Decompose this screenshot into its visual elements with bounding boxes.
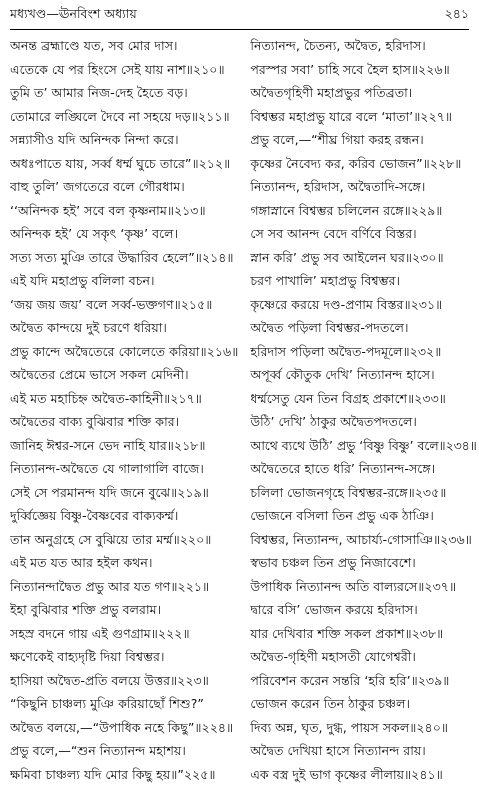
verse-line: অদ্বৈতের প্রেমে ভাসে সকল মেদিনী।: [10, 363, 238, 387]
verse-line: কৃষ্ণেরে করয়ে দণ্ড-প্রণাম বিস্তর॥২৩১॥: [250, 293, 476, 317]
verse-line: উঠি’ দেখি’ ঠাকুর অদ্বৈতপদতলে।: [250, 410, 476, 434]
verse-line: কৃষ্ণের নৈবেদ্য কর, করিব ভোজন”॥২২৮॥: [250, 152, 476, 176]
verse-line: প্রভু বলে,—“শীঘ্র গিয়া করহ রন্ধন।: [250, 128, 476, 152]
verse-line: বিশ্বম্ভর মহাপ্রভু যারে বলে ‘মাতা’॥২২৭॥: [250, 105, 476, 129]
verse-line: ক্ষমিবা চাঞ্চল্য যদি মোর কিছু হয়॥”২২৫॥: [10, 763, 238, 786]
verse-line: ধর্ম্মসেতু যেন তিন বিগ্রহ প্রকাশে॥২৩৩॥: [250, 387, 476, 411]
verse-line: নিত্যানন্দ-অদ্বৈতে যে গালাগালি বাজে।: [10, 457, 238, 481]
verse-line: আথে ব্যথে উঠি’ প্রভু ‘বিষ্ণু বিষ্ণু’ বলে॥২৩৪॥: [250, 434, 476, 458]
verse-line: এই মত মহাচিহ্ন অদ্বৈত-কাহিনী॥২১৭॥: [10, 387, 238, 411]
verse-line: অদ্বৈতের বাক্য বুঝিবার শক্তি কার।: [10, 410, 238, 434]
right-column: [250, 34, 476, 786]
verse-line: তোমারে লঙ্ঘিলে দৈবে না সহয়ে দড়॥২১১॥: [10, 105, 238, 129]
verse-line: অদ্বৈত পড়িলা বিশ্বম্ভর-পদতলে।: [250, 316, 476, 340]
verse-line: ইহা বুঝিবার শক্তি প্রভু বলরাম।: [10, 598, 238, 622]
verse-line: গঙ্গাস্নানে বিশ্বম্ভর চলিলেন রঙ্গে॥২২৯॥: [250, 199, 476, 223]
verse-line: প্রভু বলে,—“শুন নিত্যানন্দ মহাশয়।: [10, 739, 238, 763]
verse-line: “কিছুনি চাঞ্চল্য মুঞি করিয়াছোঁ শিশু?”: [10, 692, 238, 716]
verse-line: তান অনুগ্রহে সে বুঝিয়ে তার মর্ম্ম॥২২০॥: [10, 528, 238, 552]
verse-line: পরিবেশন করেন সন্তরি ‘হরি হরি’॥২৩৯॥: [250, 669, 476, 693]
verse-line: দিব্য অন্ন, ঘৃত, দুগ্ধ, পায়স সকল॥২৪০॥: [250, 716, 476, 740]
verse-columns: [10, 34, 469, 786]
verse-line: স্বভাব চঞ্চল তিন প্রভু নিজাবেশে।: [250, 551, 476, 575]
verse-line: সত্য সত্য মুঞি তারে উদ্ধারিব হেলে”॥২১৪॥: [10, 246, 238, 270]
verse-line: অদ্বৈতেরে হাতে ধরি’ নিত্যানন্দ-সঙ্গে।: [250, 457, 476, 481]
verse-line: স্নান করি’ প্রভু সব আইলেন ঘর॥২৩০॥: [250, 246, 476, 270]
verse-line: উপাধিক নিত্যানন্দ অতি বাল্যরসে॥২৩৭॥: [250, 575, 476, 599]
verse-line: সে সব আনন্দ বেদে বর্ণিবে বিস্তর।: [250, 222, 476, 246]
verse-line: ‘জয় জয় জয়’ বলে সর্ব্ব-ভক্তগণ॥২১৫॥: [10, 293, 238, 317]
verse-line: ভোজনে বসিলা তিন প্রভু এক ঠাঞি।: [250, 504, 476, 528]
page-number: ২৪১: [445, 6, 469, 26]
verse-line: ‘‘অনিন্দক হই’ সবে বল কৃষ্ণনাম॥২১৩॥: [10, 199, 238, 223]
verse-line: এক বস্ত্র দুই ভাগ কৃষ্ণের লীলায়॥২৪১॥: [250, 763, 476, 786]
verse-line: অনিন্দক হই’ যে সকৃৎ ‘কৃষ্ণ’ বলে।: [10, 222, 238, 246]
verse-line: বিশ্বম্ভর, নিত্যানন্দ, আচার্য্য-গোসাঞি॥২৩৬॥: [250, 528, 476, 552]
verse-line: অনন্ত ব্রহ্মাণ্ডে যত, সব মোর দাস।: [10, 34, 238, 58]
verse-line: নিত্যানন্দ, চৈতন্য, অদ্বৈত, হরিদাস।: [250, 34, 476, 58]
verse-line: এই মত যত আর হইল কথন।: [10, 551, 238, 575]
verse-line: এই যদি মহাপ্রভু বলিলা বচন।: [10, 269, 238, 293]
verse-line: চলিলা ভোজনগৃহে বিশ্বম্ভর-রঙ্গে॥২৩৫॥: [250, 481, 476, 505]
header-rule: [10, 29, 469, 30]
running-title: মধ্যখণ্ড—ঊনবিংশ অধ্যায়: [10, 6, 137, 26]
verse-line: যার দেখিবার শক্তি সকল প্রকাশ॥২৩৮॥: [250, 622, 476, 646]
verse-line: নিত্যানন্দাদ্বৈত প্রভু আর যত গণ॥২২১॥: [10, 575, 238, 599]
verse-line: দ্বারে বসি’ ভোজন করয়ে হরিদাস।: [250, 598, 476, 622]
running-header: [10, 6, 469, 26]
verse-line: অপূর্ব্ব কৌতুক দেখি’ নিত্যানন্দ হাসে।: [250, 363, 476, 387]
verse-line: তুমি ত’ আমার নিজ-দেহ হৈতে বড়।: [10, 81, 238, 105]
verse-line: জানিহ ঈশ্বর-সনে ভেদ নাহি যার॥২১৮॥: [10, 434, 238, 458]
verse-line: নিত্যানন্দ, হরিদাস, অদ্বৈতাদি-সঙ্গে।: [250, 175, 476, 199]
verse-line: অদ্বৈতগৃহিণী মহাপ্রভুর পতিব্রতা।: [250, 81, 476, 105]
verse-line: অদ্বৈত কান্দয়ে দুই চরণে ধরিয়া।: [10, 316, 238, 340]
verse-line: সন্ন্যাসীও যদি অনিন্দক নিন্দা করে।: [10, 128, 238, 152]
verse-line: বাহু তুলি’ জগতেরে বলে গৌরধাম।: [10, 175, 238, 199]
verse-line: অদ্বৈত-গৃহিণী মহাসতী যোগেশ্বরী।: [250, 645, 476, 669]
verse-line: পরস্পর সবা’ চাহি সবে হৈল হাস॥২২৬॥: [250, 58, 476, 82]
verse-line: চরণ পাখালি’ মহাপ্রভু বিশ্বম্ভর।: [250, 269, 476, 293]
verse-line: হরিদাস পড়িলা অদ্বৈত-পদমূলে॥২৩২॥: [250, 340, 476, 364]
verse-line: অদ্বৈত বলয়ে,—“উপাধিক নহে কিছু”॥২২৪॥: [10, 716, 238, 740]
verse-line: দুর্ব্বিজ্ঞেয় বিষ্ণু-বৈষ্ণবের বাক্যকর্ম্ম।: [10, 504, 238, 528]
verse-line: অদ্বৈত দেখিয়া হাসে নিত্যানন্দ রায়।: [250, 739, 476, 763]
verse-line: এতেকে যে পর হিংসে সেই যায় নাশ॥২১০॥: [10, 58, 238, 82]
left-column: [10, 34, 238, 786]
verse-line: অধঃপাতে যায়, সর্ব্ব ধর্ম্ম ঘুচে তারে”॥২১২॥: [10, 152, 238, 176]
verse-line: ভোজন করেন তিন ঠাকুর চঞ্চল।: [250, 692, 476, 716]
verse-line: প্রভু কান্দে অদ্বৈতেরে কোলেতে করিয়া॥২১৬॥: [10, 340, 238, 364]
verse-line: সহস্র বদনে গায় এই গুণগ্রাম॥২২২॥: [10, 622, 238, 646]
verse-line: সেই সে পরমানন্দ যদি জনে বুঝে॥২১৯॥: [10, 481, 238, 505]
verse-line: ক্ষণেকেই বাহ্যদৃষ্টি দিয়া বিশ্বম্ভর।: [10, 645, 238, 669]
verse-line: হাসিয়া অদ্বৈত-প্রতি বলয়ে উত্তর॥২২৩॥: [10, 669, 238, 693]
